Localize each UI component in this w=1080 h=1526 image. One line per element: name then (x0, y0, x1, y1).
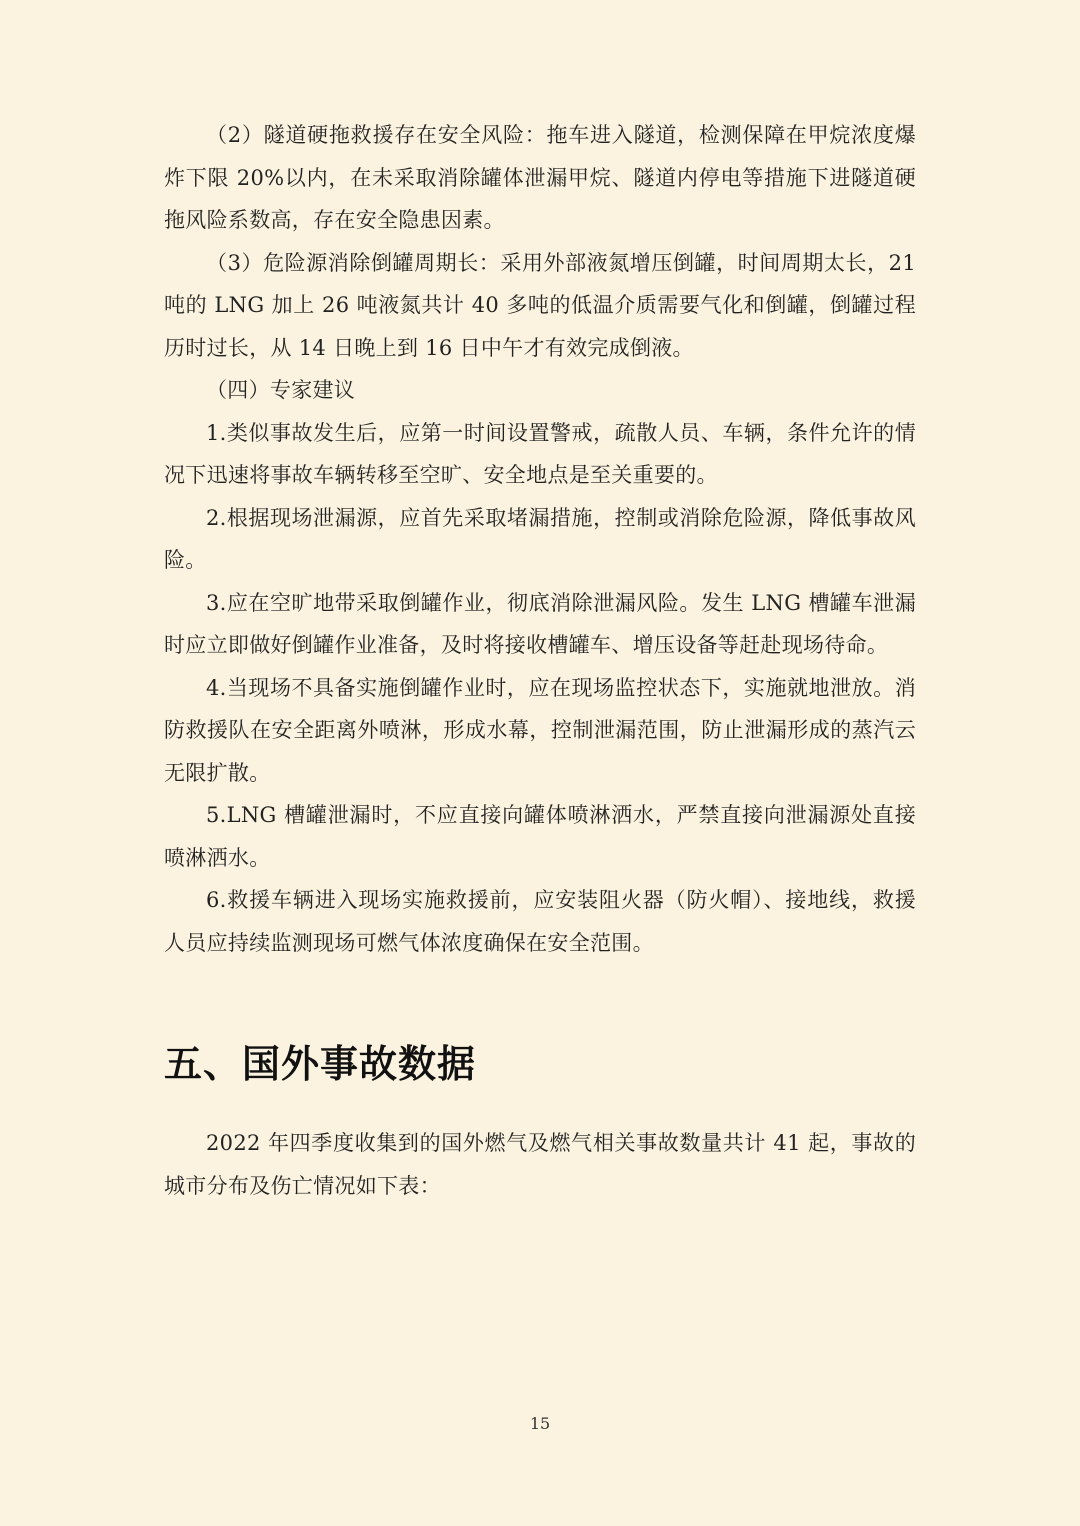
advice-item-3: 3.应在空旷地带采取倒罐作业，彻底消除泄漏风险。发生 LNG 槽罐车泄漏时应立即做好倒罐作业准备，及时将接收槽罐车、增压设备等赶赴现场待命。 (164, 590, 916, 657)
section-body (164, 1122, 916, 1207)
advice-item-2: 2.根据现场泄漏源，应首先采取堵漏措施，控制或消除危险源，降低事故风险。 (164, 505, 916, 572)
section-title: 五、国外事故数据 (164, 1042, 477, 1086)
subheading-expert-advice: （四）专家建议 (206, 378, 356, 402)
paragraph-tank-transfer-cycle: （3）危险源消除倒罐周期长：采用外部液氮增压倒罐，时间周期太长，21吨的 LNG 加上 26 吨液氮共计 40 多吨的低温介质需要气化和倒罐，倒罐过程历时过长，从 14 日晚上到 16 日中午才有效完成倒液。 (164, 250, 916, 360)
advice-item-4: 4.当现场不具备实施倒罐作业时，应在现场监控状态下，实施就地泄放。消防救援队在安全距离外喷淋，形成水幕，控制泄漏范围，防止泄漏形成的蒸汽云无限扩散。 (164, 675, 916, 785)
advice-item-6: 6.救援车辆进入现场实施救援前，应安装阻火器（防火帽）、接地线，救援人员应持续监测现场可燃气体浓度确保在安全范围。 (164, 888, 916, 955)
paragraph-tunnel-towing-risk: （2）隧道硬拖救援存在安全风险：拖车进入隧道，检测保障在甲烷浓度爆炸下限 20%以内，在未采取消除罐体泄漏甲烷、隧道内停电等措施下进隧道硬拖风险系数高，存在安全隐患因素。 (164, 123, 916, 232)
page-number: 15 (529, 1414, 551, 1433)
advice-item-5: 5.LNG 槽罐泄漏时，不应直接向罐体喷淋洒水，严禁直接向泄漏源处直接喷淋洒水。 (164, 803, 916, 870)
section-intro-paragraph: 2022 年四季度收集到的国外燃气及燃气相关事故数量共计 41 起，事故的城市分布及伤亡情况如下表： (164, 1131, 916, 1198)
advice-item-1: 1.类似事故发生后，应第一时间设置警戒，疏散人员、车辆，条件允许的情况下迅速将事故车辆转移至空旷、安全地点是至关重要的。 (164, 420, 916, 487)
body-text (164, 114, 916, 964)
